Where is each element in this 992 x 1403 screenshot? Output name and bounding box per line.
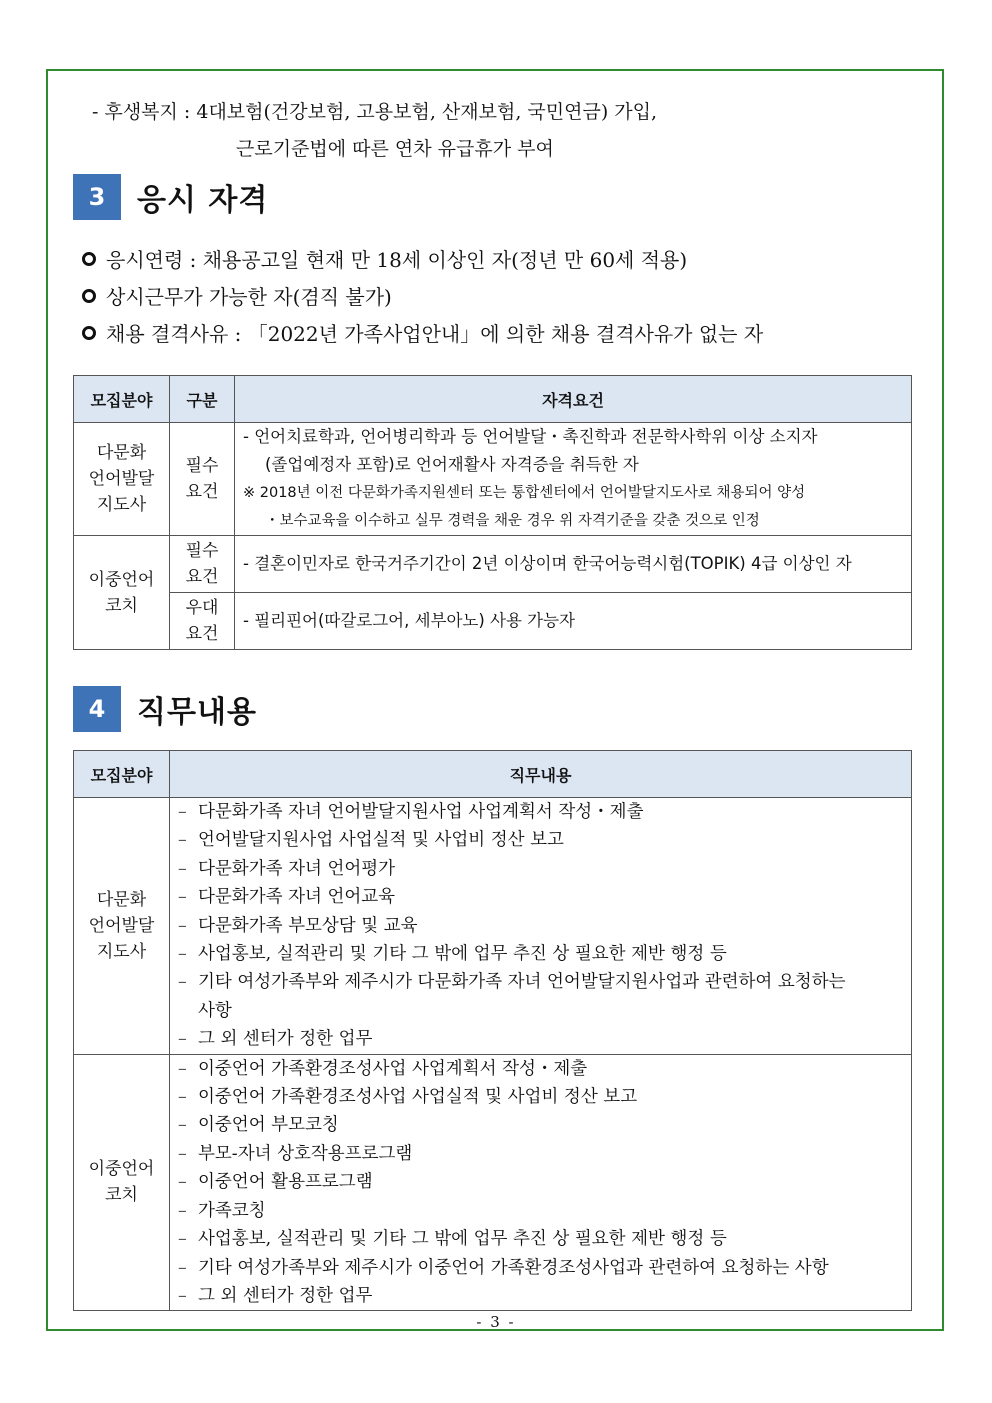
list-item-continuation: 사항 — [198, 1000, 232, 1021]
requirement-text: (졸업예정자 포함)로 언어재활사 자격증을 취득한 자 — [265, 455, 639, 474]
table-row — [74, 423, 912, 536]
dash-icon: – — [178, 944, 187, 965]
type-cell — [170, 423, 235, 536]
duty-text: 이중언어 가족환경조성사업 사업계획서 작성・제출 — [198, 1058, 588, 1079]
list-item — [178, 1254, 905, 1282]
section-4-header — [73, 686, 257, 732]
header-requirements: 자격요건 — [235, 376, 912, 423]
duty-text: 기타 여성가족부와 제주시가 다문화가족 자녀 언어발달지원사업과 관련하여 요청하는 — [198, 972, 846, 993]
dash-icon: – — [178, 1285, 187, 1306]
qualification-item — [82, 314, 763, 351]
type-line: 필수 — [185, 541, 219, 561]
field-name-line: 이중언어 — [88, 569, 155, 590]
list-item — [178, 1197, 905, 1225]
dash-icon: – — [178, 858, 187, 879]
requirement-cell — [235, 536, 912, 593]
dash-icon: – — [178, 1115, 187, 1136]
field-name-cell — [74, 536, 170, 650]
duties-cell — [170, 1054, 912, 1311]
list-item — [178, 1140, 905, 1168]
welfare-line-2: 근로기준법에 따른 연차 유급휴가 부여 — [236, 138, 554, 160]
header-field: 모집분야 — [74, 751, 170, 798]
duty-text: 다문화가족 부모상담 및 교육 — [198, 915, 418, 936]
requirement-cell — [235, 423, 912, 536]
field-name-line: 지도사 — [96, 495, 147, 515]
list-item — [178, 855, 905, 883]
list-item — [178, 826, 905, 854]
requirement-note: ※ 2018년 이전 다문화가족지원센터 또는 통합센터에서 언어발달지도사로 채용되어 양성 — [243, 485, 806, 501]
duty-text: 이중언어 활용프로그램 — [198, 1172, 373, 1193]
list-item — [178, 912, 905, 940]
dash-icon: – — [178, 1229, 187, 1250]
field-name-line: 다문화 — [96, 889, 147, 910]
dash-icon: – — [178, 830, 187, 851]
duty-text: 사업홍보, 실적관리 및 기타 그 밖에 업무 추진 상 필요한 제반 행정 등 — [198, 944, 727, 965]
circle-bullet-icon — [82, 252, 96, 266]
duty-text: 그 외 센터가 정한 업무 — [198, 1029, 373, 1050]
list-item — [178, 798, 905, 826]
list-item — [178, 1282, 905, 1310]
section-3-title: 응시 자격 — [137, 183, 269, 218]
qualification-table — [73, 375, 912, 650]
duty-text: 다문화가족 자녀 언어발달지원사업 사업계획서 작성・제출 — [198, 802, 644, 822]
header-type: 구분 — [170, 376, 235, 423]
type-line: 우대 — [185, 598, 219, 618]
section-4-number: 4 — [73, 686, 121, 732]
type-line: 요건 — [185, 624, 219, 644]
list-item — [178, 1168, 905, 1196]
field-name-cell — [74, 1054, 170, 1311]
type-line: 요건 — [185, 482, 219, 502]
section-3-number: 3 — [73, 174, 121, 220]
duty-list — [178, 798, 905, 1054]
field-name-line: 다문화 — [96, 443, 147, 463]
qualification-list — [82, 240, 763, 351]
header-field: 모집분야 — [74, 376, 170, 423]
field-name-cell — [74, 798, 170, 1055]
requirement-note: ・보수교육을 이수하고 실무 경력을 채운 경우 위 자격기준을 갖춘 것으로 인정 — [265, 513, 760, 529]
type-line: 요건 — [185, 567, 219, 587]
requirement-text: - 결혼이민자로 한국거주기간이 2년 이상이며 한국어능력시험(TOPIK) 4급 이상인 자 — [243, 554, 852, 573]
dash-icon: – — [178, 1029, 187, 1050]
table-header-row — [74, 751, 912, 798]
list-item — [178, 1055, 905, 1083]
list-item — [178, 1225, 905, 1253]
dash-icon: – — [178, 1143, 187, 1164]
qualification-item — [82, 240, 763, 277]
table-header-row — [74, 376, 912, 423]
type-cell — [170, 536, 235, 593]
dash-icon: – — [178, 1200, 187, 1221]
field-name-line: 코치 — [105, 1185, 138, 1206]
field-name-cell — [74, 423, 170, 536]
field-name-line: 언어발달 — [88, 915, 155, 936]
duties-table — [73, 750, 912, 1311]
duty-text: 그 외 센터가 정한 업무 — [198, 1285, 373, 1306]
duty-text: 사업홍보, 실적관리 및 기타 그 밖에 업무 추진 상 필요한 제반 행정 등 — [198, 1229, 727, 1250]
dash-icon: – — [178, 1257, 187, 1278]
header-duties: 직무내용 — [170, 751, 912, 798]
section-4-title: 직무내용 — [137, 695, 257, 730]
table-row — [74, 536, 912, 593]
list-item — [178, 883, 905, 911]
qualification-text: 상시근무가 가능한 자(겸직 불가) — [106, 285, 392, 309]
requirement-text: - 언어치료학과, 언어병리학과 등 언어발달・촉진학과 전문학사학위 이상 소지자 — [243, 427, 818, 446]
table-row — [74, 1054, 912, 1311]
duty-text: 기타 여성가족부와 제주시가 이중언어 가족환경조성사업과 관련하여 요청하는 사항 — [198, 1257, 829, 1278]
list-item — [178, 1083, 905, 1111]
type-cell — [170, 593, 235, 650]
duty-text: 이중언어 부모코칭 — [198, 1115, 339, 1136]
dash-icon: – — [178, 1058, 187, 1079]
qualification-item — [82, 277, 763, 314]
duty-text: 부모-자녀 상호작용프로그램 — [198, 1143, 413, 1164]
duty-text: 이중언어 가족환경조성사업 사업실적 및 사업비 정산 보고 — [198, 1087, 638, 1108]
qualification-text: 채용 결격사유 : 「2022년 가족사업안내」에 의한 채용 결격사유가 없는 자 — [106, 322, 764, 346]
qualification-text: 응시연령 : 채용공고일 현재 만 18세 이상인 자(정년 만 60세 적용) — [106, 248, 688, 272]
dash-icon: – — [178, 887, 187, 908]
dash-icon: – — [178, 1087, 187, 1108]
requirement-text: - 필리핀어(따갈로그어, 세부아노) 사용 가능자 — [243, 611, 575, 630]
list-item — [178, 1025, 905, 1053]
duty-text: 언어발달지원사업 사업실적 및 사업비 정산 보고 — [198, 830, 564, 851]
table-row — [74, 593, 912, 650]
field-name-line: 코치 — [105, 595, 138, 616]
duty-text: 다문화가족 자녀 언어교육 — [198, 887, 396, 908]
list-item — [178, 968, 905, 996]
dash-icon: – — [178, 915, 187, 936]
field-name-line: 언어발달 — [88, 469, 155, 489]
field-name-line: 이중언어 — [88, 1159, 155, 1180]
duty-list — [178, 1055, 905, 1311]
field-name-line: 지도사 — [96, 941, 147, 962]
list-item — [178, 940, 905, 968]
table-row — [74, 798, 912, 1055]
duty-text: 다문화가족 자녀 언어평가 — [198, 858, 396, 879]
circle-bullet-icon — [82, 326, 96, 340]
requirement-cell — [235, 593, 912, 650]
dash-icon: – — [178, 972, 187, 993]
dash-icon: – — [178, 802, 187, 822]
duties-cell — [170, 798, 912, 1055]
dash-icon: – — [178, 1172, 187, 1193]
list-item — [178, 1111, 905, 1139]
type-line: 필수 — [185, 456, 219, 476]
welfare-line-1: - 후생복지 : 4대보험(건강보험, 고용보험, 산재보험, 국민연금) 가입, — [92, 101, 658, 123]
duty-text: 가족코칭 — [198, 1200, 266, 1221]
page-number: - 3 - — [476, 1313, 516, 1331]
circle-bullet-icon — [82, 289, 96, 303]
section-3-header — [73, 174, 268, 220]
